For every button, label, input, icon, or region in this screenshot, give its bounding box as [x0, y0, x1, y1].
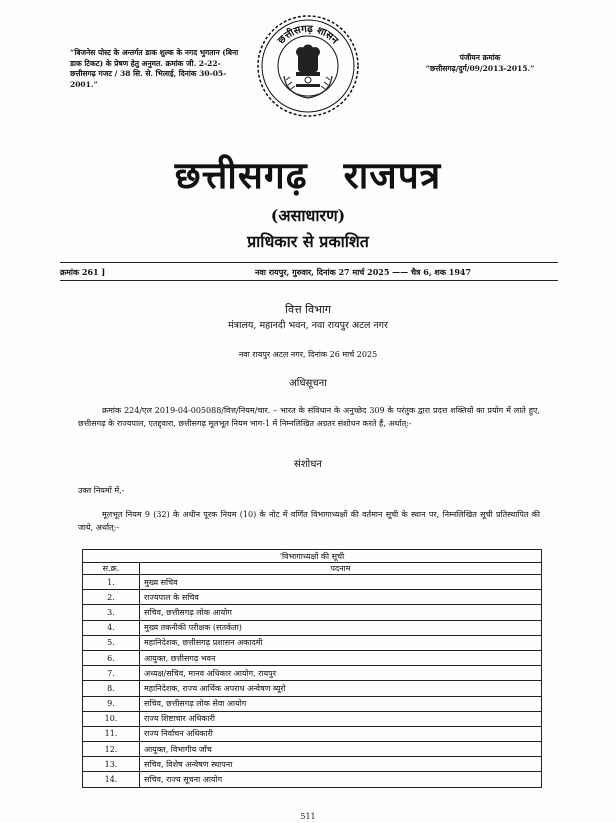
header-designation: पदनाम [140, 563, 542, 575]
row-designation: सचिव, राज्य सूचना आयोग [140, 772, 542, 787]
amendment-heading: संशोधन [294, 459, 322, 470]
row-designation: मुख्य सचिव [140, 575, 542, 590]
row-designation: राज्य निर्वाचन अधिकारी [140, 726, 542, 741]
svg-text:छत्तीसगढ़ शासन [275, 24, 340, 47]
header-sno: स.क्र. [83, 563, 140, 575]
table-row [83, 742, 542, 757]
row-sno: 2. [83, 590, 140, 605]
page-number: 511 [300, 812, 316, 821]
row-sno: 6. [83, 650, 140, 665]
seal-text: छत्तीसगढ़ शासन [276, 23, 341, 47]
table-row [83, 711, 542, 726]
row-designation: आयुक्त, विभागीय जाँच [140, 742, 542, 757]
table-row [83, 605, 542, 620]
table-row [83, 772, 542, 787]
row-designation: राज्यपाल के सचिव [140, 590, 542, 605]
row-sno: 13. [83, 757, 140, 772]
row-designation: सचिव, छत्तीसगढ़ लोक सेवा आयोग [140, 696, 542, 711]
department-name: वित्त विभाग [285, 303, 331, 316]
table-row [83, 590, 542, 605]
row-designation: महानिदेशक, छत्तीसगढ़ प्रशासन अकादमी [140, 635, 542, 650]
extraordinary-label: (असाधारण) [270, 206, 346, 225]
row-designation: सचिव, छत्तीसगढ़ लोक आयोग [140, 605, 542, 620]
notification-paragraph: क्रमांक 224/एल 2019-04-005088/वित्त/नियम/चार. – भारत के संविधान के अनुच्छेद 309 के परंतुक द्वारा प्रदत्त शक्तियों का प्रयोग में लाते हुए, छत्तीसगढ़ के राज्यपाल, एतद्द्वारा, छत्तीसगढ़ मूलभूत नियम भाग-1 में निम्नलिखित अग्रतर संशोधन करते हैं, अर्थात्:- [78, 406, 540, 428]
row-designation: आयुक्त, छत्तीसगढ़ भवन [140, 650, 542, 665]
registration-label: पंजीयन क्रमांक [459, 53, 501, 62]
row-sno: 1. [83, 575, 140, 590]
row-sno: 9. [83, 696, 140, 711]
bottom-divider [60, 280, 558, 281]
row-designation: राज्य शिष्टाचार अधिकारी [140, 711, 542, 726]
table-caption: 'विभागाध्यक्षों की सूची [83, 550, 542, 563]
registration-number: “छत्तीसगढ़/दुर्ग/09/2013-2015.” [425, 64, 535, 73]
row-sno: 7. [83, 666, 140, 681]
row-sno: 10. [83, 711, 140, 726]
gazette-title [0, 148, 616, 199]
row-designation: महानिदेशक, राज्य आर्थिक अपराध अन्वेषण ब्यूरो [140, 681, 542, 696]
authority-line: प्राधिकार से प्रकाशित [247, 232, 369, 251]
row-sno: 3. [83, 605, 140, 620]
table-row [83, 757, 542, 772]
table-row [83, 681, 542, 696]
row-sno: 5. [83, 635, 140, 650]
notification-heading: अधिसूचना [289, 378, 327, 389]
row-designation: मुख्य तकनीकी परीक्षक (सतर्कता) [140, 620, 542, 635]
issue-date-line: नवा रायपुर, गुरुवार, दिनांक 27 मार्च 2025 —— चैत्र 6, शक 1947 [254, 267, 472, 277]
lead-in-text: उक्त नियमों में,- [78, 486, 125, 495]
title-word-1: छत्तीसगढ़ [174, 153, 308, 197]
table-row [83, 620, 542, 635]
table-row [83, 650, 542, 665]
department-address: मंत्रालय, महानदी भवन, नवा रायपुर अटल नगर [228, 320, 388, 331]
top-divider [60, 262, 558, 263]
registration-note [400, 52, 560, 74]
amendment-paragraph: मूलभूत नियम 9 (32) के अधीन पूरक नियम (10) के नोट में वर्णित विभागाध्यक्षों की वर्तमान सूची के स्थान पर, निम्नलिखित सूची प्रतिस्थापित की जाये, अर्थात्:- [78, 510, 540, 532]
table-row [83, 575, 542, 590]
row-sno: 4. [83, 620, 140, 635]
place-date: नवा रायपुर अटल नगर, दिनांक 26 मार्च 2025 [238, 350, 378, 359]
row-sno: 8. [83, 681, 140, 696]
row-sno: 14. [83, 772, 140, 787]
table-row [83, 696, 542, 711]
emblem-icon [256, 14, 360, 118]
state-emblem-seal [256, 14, 360, 118]
title-word-2: राजपत्र [343, 153, 442, 197]
hod-table [82, 549, 542, 788]
row-designation: सचिव, विशेष अन्वेषण स्थापना [140, 757, 542, 772]
postal-permit-note: “बिजनेस पोस्ट के अन्तर्गत डाक शुल्क के नगद भुगतान (बिना डाक टिकट) के प्रेषण हेतु अनुमत. क्रमांक जी. 2-22-छत्तीसगढ़ गजट / 38 सि. से. भिलाई, दिनांक 30-05-2001.” [70, 48, 239, 89]
issue-number: क्रमांक 261 ] [60, 267, 106, 277]
table-row [83, 726, 542, 741]
row-sno: 11. [83, 726, 140, 741]
row-designation: अध्यक्ष/सचिव, मानव अधिकार आयोग, रायपुर [140, 666, 542, 681]
table-row [83, 635, 542, 650]
table-row [83, 666, 542, 681]
row-sno: 12. [83, 742, 140, 757]
